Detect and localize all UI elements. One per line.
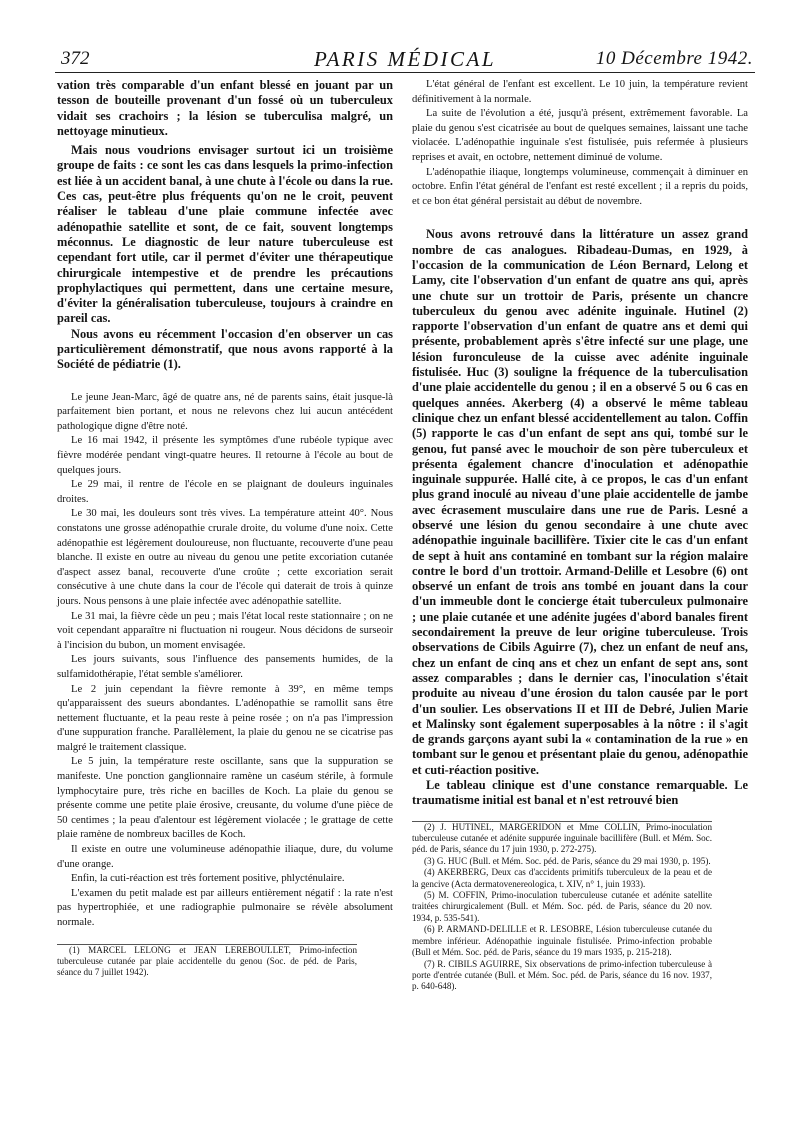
issue-date: 10 Décembre 1942. — [595, 48, 753, 69]
footnotes-right — [412, 821, 712, 993]
case-report-continued — [412, 78, 748, 209]
footnotes-left — [57, 944, 357, 979]
paragraph: Le tableau clinique est d'une constance remarquable. Le traumatisme initial est banal et n'est retrouvé bien — [412, 778, 748, 808]
case-paragraph: L'état général de l'enfant est excellent. Le 10 juin, la température revient définitivement à la normale. — [412, 79, 748, 105]
case-report — [57, 391, 393, 931]
footnote: (3) G. HUC (Bull. et Mém. Soc. péd. de Paris, séance du 29 mai 1930, p. 195). — [424, 855, 711, 866]
case-paragraph: Le 5 juin, la température reste oscillante, sans que la suppuration se manifeste. Une ponction ganglionnaire ramène un caséum stérile, à formule lymphocytaire pure, très riche en bacilles de Koch. La plaie du genou se présente comme une petite plaie érosive, creusante, du volume d'une pièce de 50 centimes ; la peau d'alentour est légèrement violacée ; le grattage de cette plaie ramène de nombreux bacilles de Koch. — [57, 756, 393, 841]
case-paragraph: Le 2 juin cependant la fièvre remonte à 39°, en même temps qu'apparaissent des sueurs abondantes. L'adénopathie se ramollit sans être nettement fluctuante, et la peau reste à peine rosée ; on n'a pas l'impression d'une suppuration franche. Parallèlement, la plaie du genou ne se cicatrise pas malgré le traitement classique. — [57, 683, 393, 753]
left-body-text — [57, 78, 393, 373]
footnote: (4) AKERBERG, Deux cas d'accidents primitifs tuberculeux de la peau et de la gencive (Acta dermatovenereologica, t. XIV, n° 1, juin 1933). — [412, 867, 712, 889]
paragraph: Mais nous voudrions envisager surtout ici un troisième groupe de faits : ce sont les cas dans lesquels la primo-infection est liée à un accident banal, à une chute à l'école ou dans la rue. Ces cas, peut-être plus fréquents qu'on ne le croit, peuvent réaliser le tableau d'une plaie commune infectée avec adénopathie satellite et sont, de ce fait, souvent longtemps méconnus. Le diagnostic de leur nature tuberculeuse est cependant fort utile, car il permet d'éviter une thérapeutique chirurgicale intempestive et de prendre les précautions prophylactiques qui permettent, dans une certaine mesure, d'éviter la généralisation tuberculeuse, toujours à craindre en pareil cas. — [57, 143, 393, 326]
case-paragraph: Les jours suivants, sous l'influence des pansements humides, de la sulfamidothérapie, l'état semble s'améliorer. — [57, 654, 393, 680]
case-paragraph: La suite de l'évolution a été, jusqu'à présent, extrêmement favorable. La plaie du genou s'est cicatrisée au bout de quelques semaines, laissant une tache violacée. L'adénopathie inguinale s'est fistulisée, puis refermée à plusieurs reprises et avait, en octobre, nettement diminué de volume. — [412, 108, 748, 163]
paragraph: vation très comparable d'un enfant blessé en jouant par un tesson de bouteille provenant d'un fossé où un tuberculeux vidait ses crachoirs ; la lésion se tuberculisa malgré, un nettoyage minutieux. — [57, 78, 393, 138]
header-rule — [55, 72, 755, 73]
page-number: 372 — [61, 48, 90, 69]
case-paragraph: Le 16 mai 1942, il présente les symptômes d'une rubéole typique avec fièvre modérée pendant vingt-quatre heures. Il retourne à l'école au bout de quelques jours. — [57, 435, 393, 476]
case-paragraph: Le 31 mai, la fièvre cède un peu ; mais l'état local reste stationnaire ; on ne voit cependant apparaître ni fluctuation ni rougeur. Nous décidons de surseoir à l'incision du bubon, un moment envisagée. — [57, 610, 393, 651]
case-paragraph: L'examen du petit malade est par ailleurs entièrement négatif : la rate n'est pas hypertrophiée, et une radiographie pulmonaire se révèle absolument normale. — [57, 887, 393, 929]
right-body-text — [412, 227, 748, 808]
footnote: (5) M. COFFIN, Primo-inoculation tuberculeuse cutanée et adénite satellite traitées chirurgicalement (Bull. et Mém. Soc. péd. de Paris, séance du 20 nov. 1934, p. 535-541). — [412, 890, 712, 923]
journal-title: PARIS MÉDICAL — [313, 47, 496, 71]
case-paragraph: Il existe en outre une volumineuse adénopathie iliaque, dure, du volume d'une orange. — [57, 844, 393, 870]
case-paragraph: L'adénopathie iliaque, longtemps volumineuse, commençait à diminuer en octobre. Enfin l'état général de l'enfant est resté excellent ; il a repris du poids, et ce bon état général persistait au début de novembre. — [412, 166, 748, 207]
footnote: (7) R. CIBILS AGUIRRE, Six observations de primo-infection tuberculeuse à porte d'entrée cutanée (Bull. et Mém. Soc. péd. de Paris, séance du 16 nov. 1937, p. 640-648). — [412, 958, 712, 992]
case-paragraph: Le 30 mai, les douleurs sont très vives. La température atteint 40°. Nous constatons une grosse adénopathie crurale droite, du volume d'une noix. Cette adénopathie est légèrement douloureuse, non fluctuante, recouverte d'une peau blanche. Il existe en outre au niveau du genou une petite excoriation cutanée d'aspect assez banal, recouverte d'une croûte ; cette excoriation serait consécutive à une chute dans la cour de l'école qui daterait de trois à quinze jours. Nous pensons à une plaie infectée avec adénopathie satellite. — [57, 508, 393, 607]
left-column — [57, 78, 393, 979]
footnote: (6) P. ARMAND-DELILLE et R. LESOBRE, Lésion tuberculeuse cutanée du membre inférieur. Adénopathie inguinale fistulisée. Primo-infection probable (Bull et Mém. Soc. péd. de Paris, séance du 19 mars 1935, p. 215-218). — [412, 924, 712, 958]
case-paragraph: Le jeune Jean-Marc, âgé de quatre ans, né de parents sains, était jusque-là parfaitement bien portant, et nous ne relevons chez lui aucun antécédent pathologique digne d'être noté. — [57, 391, 393, 432]
case-paragraph: Enfin, la cuti-réaction est très fortement positive, phlycténulaire. — [71, 873, 345, 885]
footnote: (1) MARCEL LELONG et JEAN LEREBOULLET, Primo-infection tuberculeuse cutanée par plaie accidentelle du genou (Soc. de péd. de Paris, séance du 7 juillet 1942). — [57, 944, 357, 978]
right-column — [412, 78, 748, 993]
footnote: (2) J. HUTINEL, MARGERIDON et Mme COLLIN, Primo-inoculation tuberculeuse cutanée et adénite suppurée inguinale bacillifère (Bull. et Mém. Soc. péd. de Paris, séance du 17 juin 1930, p. 272-275). — [412, 821, 712, 855]
paragraph: Nous avons retrouvé dans la littérature un assez grand nombre de cas analogues. Ribadeau-Dumas, en 1929, à l'occasion de la communication de Léon Bernard, Lelong et Lamy, cite l'observation d'un enfant de quatre ans qui, après une chute sur un trottoir de Paris, présente un chancre tuberculeux du genou avec adénite inguinale. Hutinel (2) rapporte l'observation d'un enfant de quatre ans et demi qui présente, probablement après s'être infecté sur une plage, une lésion furonculeuse de la cuisse avec adénite inguinale fistulisée. Huc (3) souligne la fréquence de la tuberculisation d'une plaie accidentelle du genou ; il en a observé 5 ou 6 cas en quelques années. Akerberg (4) a observé le même tableau clinique chez un enfant blessé accidentellement au talon. Coffin (5) rapporte le cas d'un enfant de sept ans qui, tombé sur le genou, fut pansé avec le mouchoir de son père tuberculeux et présenta également chancre d'inoculation et adénopathie inguinale suppurée. Hallé cite, à ce propos, le cas d'un enfant plus grand inoculé au niveau d'une plaie accidentelle de jambe avec écrasement musculaire dans une rue de Paris. Lesné a observé une lésion du genou secondaire à une chute avec adénopathie inguinale bacillifère. Tixier cite le cas d'un enfant de sept à huit ans contaminé en tombant sur la région malaire contre le bord d'un trottoir. Armand-Delille et Lesobre (6) ont observé un enfant de trois ans tombé en jouant dans la cour d'un immeuble dont le concierge était tuberculeux pulmonaire ; une plaie cutanée et une adénite jugées d'abord banales firent secondairement la preuve de leur origine tuberculeuse. Trois observations de Cibils Aguirre (7), chez un enfant de neuf ans, chez un enfant de cinq ans et chez un enfant de sept ans, sont assez comparables ; dans le dernier cas, l'inoculation s'était produite au niveau d'une érosion du talon causée par le port d'un soulier. Les observations II et III de Debré, Julien Marie et Malinsky sont également superposables à la nôtre : il s'agit de grands garçons ayant subi la « contamination de la rue » en tombant sur le genou et présentant plaie du genou, adénopathie et cuti-réaction positive. — [412, 227, 748, 777]
paragraph: Nous avons eu récemment l'occasion d'en observer un cas particulièrement démonstratif, que nous avons rapporté à la Société de pédiatrie (1). — [57, 326, 393, 372]
case-paragraph: Le 29 mai, il rentre de l'école en se plaignant de douleurs inguinales droites. — [57, 479, 393, 505]
